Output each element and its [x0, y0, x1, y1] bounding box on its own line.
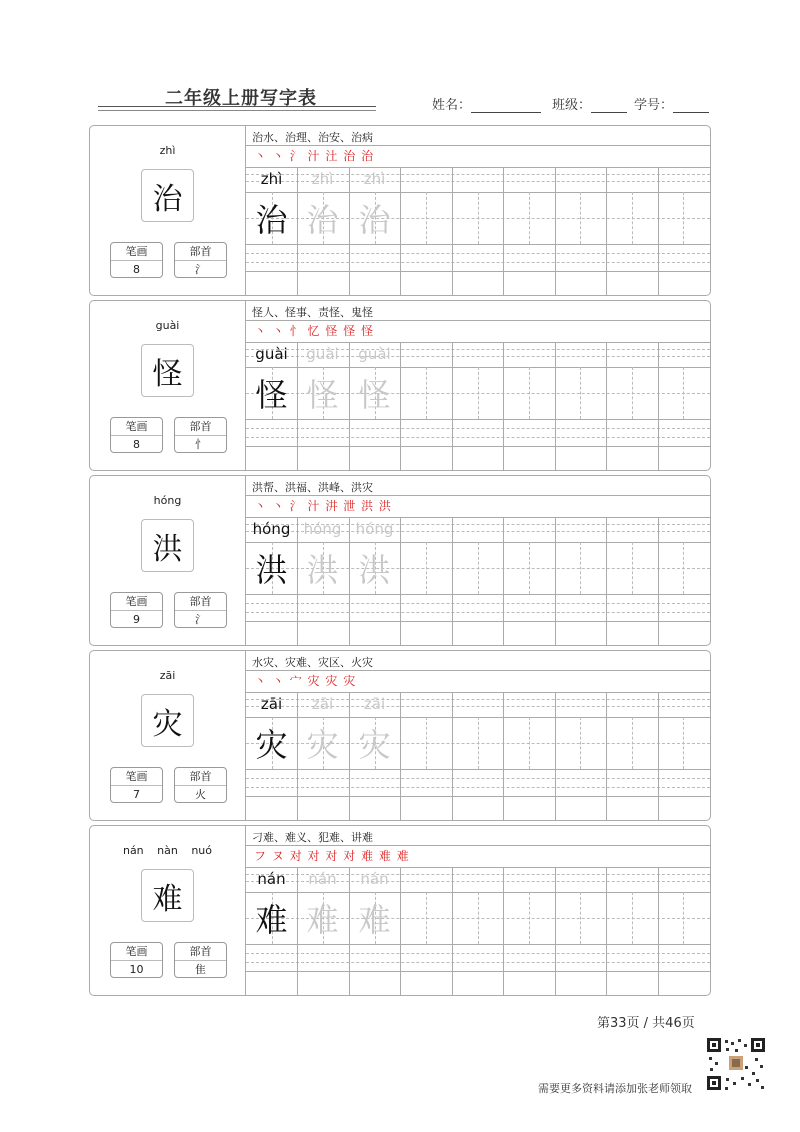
- word-examples: 刁难、难义、犯难、讲难: [252, 831, 373, 844]
- grid-line: [478, 192, 479, 244]
- radical-box: [174, 942, 227, 978]
- character-card: [89, 650, 711, 821]
- grid-line: [246, 342, 710, 343]
- grid-line: [580, 892, 581, 944]
- grid-line: [606, 342, 607, 470]
- grid-line: [529, 892, 530, 944]
- grid-line: [632, 717, 633, 769]
- grid-line: [246, 437, 710, 438]
- grid-line: [246, 262, 710, 263]
- radical-label: 部首: [175, 418, 226, 436]
- radical-label: 部首: [175, 943, 226, 961]
- grid-line: [246, 621, 710, 622]
- grid-line: [246, 167, 710, 168]
- stroke-step: 丶: [254, 674, 268, 688]
- stroke-step: 怪: [325, 324, 339, 338]
- stroke-step: フ: [254, 849, 268, 863]
- pinyin-label: hóng: [153, 494, 182, 507]
- character-info: [90, 826, 246, 995]
- grid-line: [478, 717, 479, 769]
- grid-line: [529, 192, 530, 244]
- grid-line: [246, 867, 710, 868]
- character-card: [89, 825, 711, 996]
- grid-line: [632, 192, 633, 244]
- class-field[interactable]: [552, 94, 627, 113]
- character-practice: 洪: [255, 551, 288, 589]
- stroke-step: 忄: [289, 324, 303, 338]
- grid-line: [683, 367, 684, 419]
- pinyin-practice: guài: [358, 345, 391, 363]
- character-practice: 难: [306, 901, 339, 939]
- grid-line: [606, 167, 607, 295]
- radical-value: 氵: [195, 263, 206, 276]
- grid-line: [246, 419, 710, 420]
- stroke-step: 难: [361, 849, 375, 863]
- stroke-step: 丶: [254, 324, 268, 338]
- grid-line: [246, 603, 710, 604]
- grid-line: [503, 867, 504, 995]
- footer-note: 需要更多资料请添加张老师领取: [538, 1082, 692, 1095]
- grid-line: [246, 495, 710, 496]
- number-label: 学号：: [634, 98, 674, 113]
- character-practice: 灾: [255, 726, 288, 764]
- grid-line: [606, 692, 607, 820]
- character-practice: 治: [358, 201, 391, 239]
- practice-area: [246, 476, 710, 645]
- stroke-step: 怪: [343, 324, 357, 338]
- stroke-step: 洪: [361, 499, 375, 513]
- stroke-count-label: 笔画: [111, 418, 162, 436]
- grid-line: [658, 692, 659, 820]
- character-info: [90, 301, 246, 470]
- grid-line: [452, 692, 453, 820]
- grid-line: [246, 428, 710, 429]
- stroke-step: 丶: [271, 324, 285, 338]
- pinyin-practice: hóng: [252, 520, 291, 538]
- grid-line: [503, 517, 504, 645]
- stroke-step: 灾: [325, 674, 339, 688]
- stroke-step: 丶: [271, 674, 285, 688]
- grid-line: [555, 167, 556, 295]
- grid-line: [246, 787, 710, 788]
- radical-box: [174, 767, 227, 803]
- stroke-count-box: [110, 942, 163, 978]
- grid-line: [632, 367, 633, 419]
- grid-line: [503, 342, 504, 470]
- radical-box: [174, 592, 227, 628]
- character-practice: 灾: [306, 726, 339, 764]
- pinyin-practice: zāi: [260, 695, 283, 713]
- radical-value: 忄: [195, 438, 206, 451]
- pinyin-label: guài: [155, 319, 180, 332]
- grid-line: [580, 717, 581, 769]
- name-label: 姓名：: [432, 98, 472, 113]
- stroke-order: [254, 672, 356, 689]
- pinyin-label: nán nàn nuó: [122, 844, 213, 857]
- page-number: 第33页 / 共46页: [597, 1016, 695, 1031]
- character-box: 灾: [141, 694, 194, 747]
- grid-line: [246, 145, 710, 146]
- pinyin-practice: zāi: [363, 695, 386, 713]
- number-line[interactable]: [673, 101, 709, 113]
- pinyin-label: zāi: [159, 669, 176, 682]
- radical-label: 部首: [175, 593, 226, 611]
- grid-line: [555, 342, 556, 470]
- character-practice: 怪: [306, 376, 339, 414]
- number-field[interactable]: [634, 94, 709, 113]
- practice-area: [246, 126, 710, 295]
- grid-line: [246, 953, 710, 954]
- character-practice: 怪: [358, 376, 391, 414]
- page-title: 二年级上册写字表: [165, 88, 317, 109]
- grid-line: [529, 367, 530, 419]
- stroke-step: 汁: [307, 149, 321, 163]
- grid-line: [632, 542, 633, 594]
- grid-line: [246, 962, 710, 963]
- title-underline-2: [98, 110, 376, 111]
- grid-line: [658, 517, 659, 645]
- grid-line: [478, 892, 479, 944]
- grid-line: [246, 845, 710, 846]
- character-practice: 难: [358, 901, 391, 939]
- pinyin-practice: hóng: [355, 520, 394, 538]
- grid-line: [400, 167, 401, 295]
- grid-line: [246, 944, 710, 945]
- grid-line: [683, 192, 684, 244]
- stroke-step: 怪: [361, 324, 375, 338]
- character-box: 难: [141, 869, 194, 922]
- radical-box: [174, 242, 227, 278]
- stroke-count-box: [110, 242, 163, 278]
- name-field[interactable]: [432, 94, 541, 113]
- stroke-step: 对: [343, 849, 357, 863]
- stroke-count-value: 10: [129, 963, 144, 976]
- grid-line: [555, 692, 556, 820]
- grid-line: [246, 244, 710, 245]
- stroke-step: 忆: [307, 324, 321, 338]
- stroke-step: 灾: [307, 674, 321, 688]
- grid-line: [400, 692, 401, 820]
- character-practice: 怪: [255, 376, 288, 414]
- grid-line: [658, 167, 659, 295]
- character-card: [89, 300, 711, 471]
- character-info: [90, 476, 246, 645]
- grid-line: [400, 867, 401, 995]
- stroke-count-value: 9: [133, 613, 140, 626]
- grid-line: [580, 192, 581, 244]
- stroke-step: 汁: [307, 499, 321, 513]
- grid-line: [555, 867, 556, 995]
- grid-line: [683, 717, 684, 769]
- pinyin-label: zhì: [159, 144, 176, 157]
- pinyin-practice: nán: [360, 870, 389, 888]
- character-box: 治: [141, 169, 194, 222]
- stroke-count-label: 笔画: [111, 593, 162, 611]
- stroke-count-box: [110, 767, 163, 803]
- grid-line: [246, 253, 710, 254]
- stroke-step: 洪: [378, 499, 392, 513]
- class-label: 班级：: [552, 98, 592, 113]
- name-line[interactable]: [471, 101, 541, 113]
- grid-line: [426, 717, 427, 769]
- grid-line: [426, 892, 427, 944]
- stroke-step: 难: [396, 849, 410, 863]
- grid-line: [683, 542, 684, 594]
- character-practice: 洪: [306, 551, 339, 589]
- word-examples: 水灾、灾难、灾区、火灾: [252, 656, 373, 669]
- grid-line: [400, 342, 401, 470]
- practice-area: [246, 651, 710, 820]
- stroke-order: [254, 322, 374, 339]
- grid-line: [529, 717, 530, 769]
- grid-line: [606, 517, 607, 645]
- stroke-count-label: 笔画: [111, 243, 162, 261]
- grid-line: [632, 892, 633, 944]
- grid-line: [478, 542, 479, 594]
- grid-line: [452, 342, 453, 470]
- title-underline: [98, 106, 376, 107]
- character-practice: 难: [255, 901, 288, 939]
- stroke-step: 治: [361, 149, 375, 163]
- character-card: [89, 125, 711, 296]
- character-info: [90, 126, 246, 295]
- stroke-step: 汫: [325, 499, 339, 513]
- stroke-step: 对: [289, 849, 303, 863]
- radical-box: [174, 417, 227, 453]
- practice-area: [246, 301, 710, 470]
- radical-label: 部首: [175, 243, 226, 261]
- character-box: 怪: [141, 344, 194, 397]
- character-box: 洪: [141, 519, 194, 572]
- stroke-step: 治: [343, 149, 357, 163]
- grid-line: [426, 367, 427, 419]
- grid-line: [246, 769, 710, 770]
- grid-line: [503, 692, 504, 820]
- stroke-step: 宀: [289, 674, 303, 688]
- grid-line: [246, 271, 710, 272]
- radical-value: 氵: [195, 613, 206, 626]
- grid-line: [452, 517, 453, 645]
- grid-line: [658, 867, 659, 995]
- stroke-step: 泄: [343, 499, 357, 513]
- stroke-count-box: [110, 592, 163, 628]
- stroke-step: ヌ: [271, 849, 285, 863]
- stroke-step: 氵: [289, 149, 303, 163]
- word-examples: 治水、治理、治安、治病: [252, 131, 373, 144]
- grid-line: [580, 542, 581, 594]
- stroke-count-value: 8: [133, 438, 140, 451]
- character-card: [89, 475, 711, 646]
- stroke-step: 汢: [325, 149, 339, 163]
- grid-line: [246, 594, 710, 595]
- grid-line: [452, 167, 453, 295]
- grid-line: [580, 367, 581, 419]
- pinyin-practice: guài: [255, 345, 288, 363]
- stroke-count-value: 8: [133, 263, 140, 276]
- stroke-step: 对: [325, 849, 339, 863]
- word-examples: 洪帮、洪福、洪峰、洪灾: [252, 481, 373, 494]
- word-examples: 怪人、怪事、责怪、鬼怪: [252, 306, 373, 319]
- pinyin-practice: guài: [306, 345, 339, 363]
- grid-line: [683, 892, 684, 944]
- grid-line: [246, 796, 710, 797]
- stroke-count-label: 笔画: [111, 768, 162, 786]
- pinyin-practice: hóng: [303, 520, 342, 538]
- grid-line: [246, 320, 710, 321]
- grid-line: [452, 867, 453, 995]
- grid-line: [400, 517, 401, 645]
- stroke-step: 丶: [271, 149, 285, 163]
- grid-line: [246, 778, 710, 779]
- radical-label: 部首: [175, 768, 226, 786]
- grid-line: [529, 542, 530, 594]
- qr-code-icon: [707, 1038, 765, 1090]
- stroke-order: [254, 147, 374, 164]
- grid-line: [246, 670, 710, 671]
- stroke-count-label: 笔画: [111, 943, 162, 961]
- stroke-step: 难: [378, 849, 392, 863]
- stroke-order: [254, 497, 392, 514]
- stroke-step: 丶: [254, 149, 268, 163]
- radical-value: 火: [195, 788, 206, 801]
- stroke-count-box: [110, 417, 163, 453]
- pinyin-practice: zāi: [311, 695, 334, 713]
- stroke-step: 对: [307, 849, 321, 863]
- grid-line: [658, 342, 659, 470]
- grid-line: [426, 542, 427, 594]
- character-practice: 洪: [358, 551, 391, 589]
- grid-line: [246, 692, 710, 693]
- pinyin-practice: nán: [257, 870, 286, 888]
- pinyin-practice: nán: [308, 870, 337, 888]
- stroke-step: 丶: [271, 499, 285, 513]
- stroke-step: 氵: [289, 499, 303, 513]
- character-practice: 灾: [358, 726, 391, 764]
- grid-line: [426, 192, 427, 244]
- grid-line: [478, 367, 479, 419]
- pinyin-practice: zhì: [363, 170, 386, 188]
- grid-line: [246, 517, 710, 518]
- character-practice: 治: [306, 201, 339, 239]
- grid-line: [555, 517, 556, 645]
- stroke-step: 丶: [254, 499, 268, 513]
- pinyin-practice: zhì: [260, 170, 283, 188]
- grid-line: [503, 167, 504, 295]
- grid-line: [246, 971, 710, 972]
- pinyin-practice: zhì: [311, 170, 334, 188]
- character-practice: 治: [255, 201, 288, 239]
- stroke-count-value: 7: [133, 788, 140, 801]
- stroke-order: [254, 847, 410, 864]
- grid-line: [246, 446, 710, 447]
- radical-value: 隹: [195, 963, 206, 976]
- stroke-step: 灾: [343, 674, 357, 688]
- practice-area: [246, 826, 710, 995]
- character-info: [90, 651, 246, 820]
- grid-line: [606, 867, 607, 995]
- class-line[interactable]: [591, 101, 627, 113]
- grid-line: [246, 612, 710, 613]
